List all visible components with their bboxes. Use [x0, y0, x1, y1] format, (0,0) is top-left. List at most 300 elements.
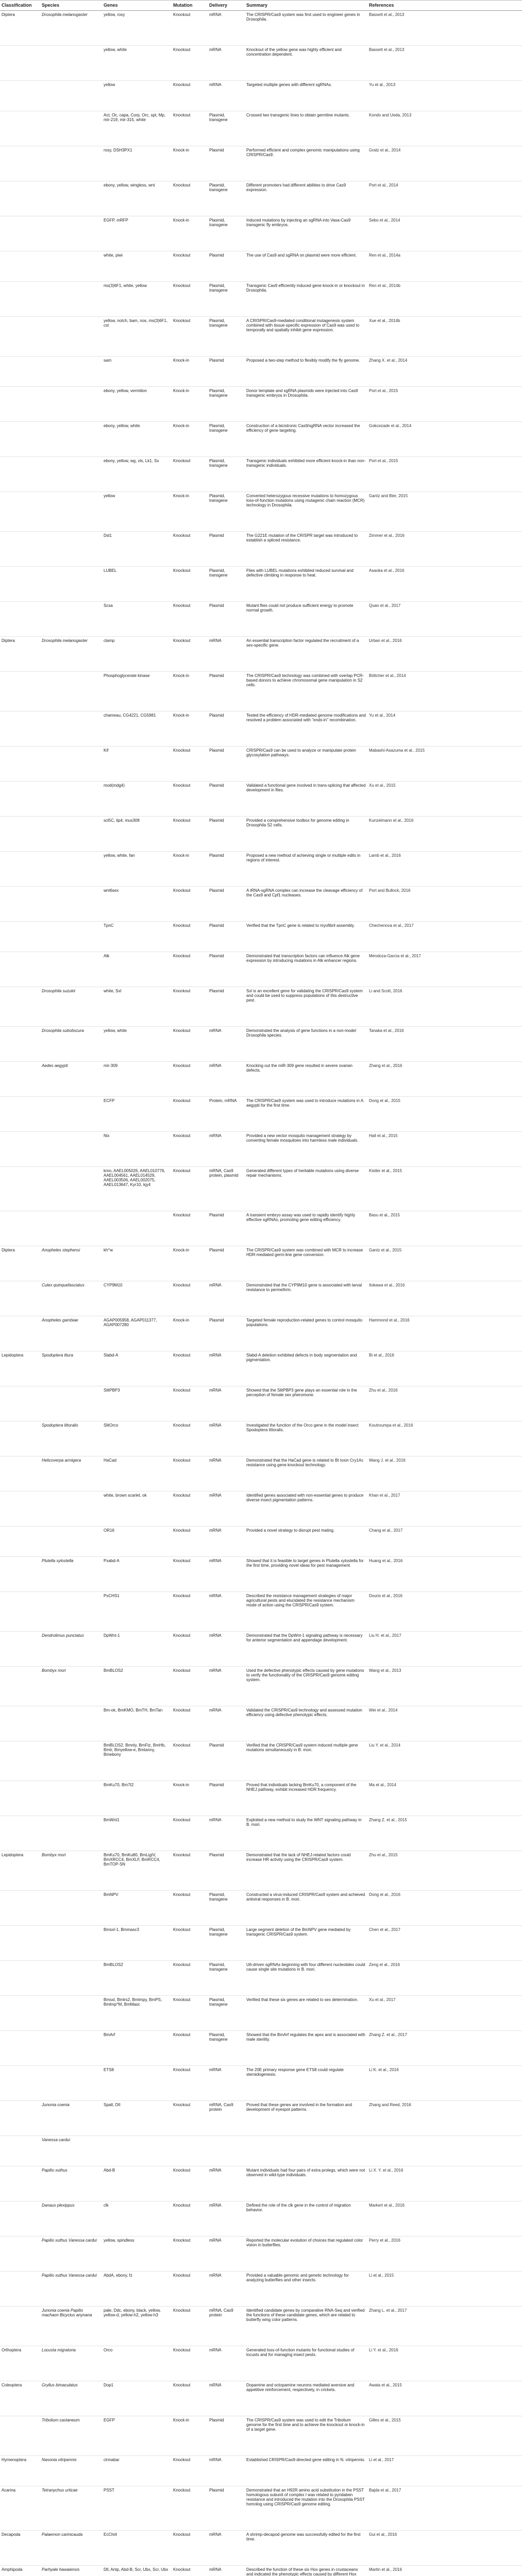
- header-species: Species: [40, 1, 102, 11]
- cell-species: [40, 282, 102, 317]
- cell-genes: yellow: [102, 81, 172, 111]
- cell-delivery: mRNA: [208, 1492, 245, 1527]
- cell-classification: [0, 2136, 40, 2166]
- cell-classification: [0, 111, 40, 146]
- cell-species: [40, 2031, 102, 2066]
- cell-references: Quan et al., 2017: [367, 602, 522, 637]
- cell-species: [40, 1781, 102, 1816]
- cell-references: Khan et al., 2017: [367, 1492, 522, 1527]
- cell-mutation: Knockout: [172, 1961, 208, 1996]
- cell-classification: Lepidoptera: [0, 1351, 40, 1386]
- cell-classification: [0, 987, 40, 1027]
- table-row: [0, 1386, 522, 1421]
- cell-summary: Generated different types of heritable mutations using diverse repair mechanisms.: [245, 1167, 367, 1211]
- cell-delivery: mRNA: [208, 1421, 245, 1456]
- cell-references: Bassett et al., 2013: [367, 11, 522, 46]
- cell-summary: Showed that the SlitPBP3 gene plays an essential role in the perception of female sex pheromone.: [245, 1386, 367, 1421]
- table-row: [0, 1211, 522, 1246]
- cell-species: [40, 747, 102, 782]
- cell-classification: [0, 1527, 40, 1557]
- cell-classification: Lepidoptera: [0, 1851, 40, 1891]
- cell-mutation: Knockout: [172, 1132, 208, 1167]
- header-mutation: Mutation: [172, 1, 208, 11]
- cell-genes: [102, 2136, 172, 2166]
- cell-mutation: Knockout: [172, 1996, 208, 2031]
- table-row: [0, 2381, 522, 2416]
- cell-mutation: Knockout: [172, 1851, 208, 1891]
- cell-mutation: Knockout: [172, 1527, 208, 1557]
- cell-summary: Demonstrated the analysis of gene functions in a non-model Drosophila species.: [245, 1027, 367, 1062]
- table-row: [0, 317, 522, 357]
- cell-classification: [0, 457, 40, 492]
- cell-species: [40, 251, 102, 282]
- cell-summary: Demonstrated that the DpWnt-1 signaling pathway is necessary for anterior segmentation and appendage development.: [245, 1632, 367, 1667]
- cell-references: Xu et al., 2015: [367, 782, 522, 817]
- cell-species: [40, 422, 102, 457]
- cell-genes: DpWnt-1: [102, 1632, 172, 1667]
- cell-mutation: Knockout: [172, 251, 208, 282]
- cell-classification: [0, 1632, 40, 1667]
- cell-species: [40, 387, 102, 422]
- cell-summary: An essential transcription factor regulated the recruitment of a sex-specific gene.: [245, 637, 367, 672]
- cell-classification: [0, 1167, 40, 1211]
- cell-mutation: Knockout: [172, 111, 208, 146]
- cell-classification: [0, 181, 40, 216]
- cell-mutation: Knockout: [172, 2272, 208, 2307]
- cell-summary: Provided a new vector mosquito management strategy by converting female mosquitoes into harmless male individuals.: [245, 1132, 367, 1167]
- cell-mutation: Knockout: [172, 1557, 208, 1592]
- cell-mutation: Knockout: [172, 181, 208, 216]
- cell-references: Gratz et al., 2014: [367, 146, 522, 181]
- cell-summary: Showed that it is feasible to target genes in Plutella xylostella for the first time, providing novel ideas for pest management.: [245, 1557, 367, 1592]
- cell-classification: [0, 2101, 40, 2136]
- cell-summary: The CRISPR/Cas9 system was used to introduce mutations in A. aegypti for the first time.: [245, 1097, 367, 1132]
- table-row: [0, 922, 522, 952]
- cell-summary: Identified genes associated with non-essential genes to produce diverse insect pigmentation patterns.: [245, 1492, 367, 1527]
- cell-delivery: Plasmid, transgene: [208, 216, 245, 251]
- cell-mutation: Knock-in: [172, 492, 208, 532]
- cell-species: Helicoverpa armigera: [40, 1456, 102, 1492]
- cell-species: [40, 817, 102, 852]
- cell-summary: Crossed two transgenic lines to obtain germline mutants.: [245, 111, 367, 146]
- cell-delivery: Plasmid, transgene: [208, 181, 245, 216]
- cell-summary: Induced mutations by injecting an sgRNA into Vasa-Cas9 transgenic fly embryos.: [245, 216, 367, 251]
- header-genes: Genes: [102, 1, 172, 11]
- cell-species: [40, 1167, 102, 1211]
- cell-genes: cinnabar: [102, 2456, 172, 2486]
- cell-genes: Alk: [102, 952, 172, 987]
- cell-summary: A transient embryo assay was used to rapidly identify highly effective sgRNAs, promoting gene editing efficiency.: [245, 1211, 367, 1246]
- cell-species: [40, 317, 102, 357]
- cell-classification: Amphipoda: [0, 2566, 40, 2576]
- table-row: [0, 282, 522, 317]
- cell-delivery: Plasmid, transgene: [208, 422, 245, 457]
- cell-genes: kmo, AAEL005026, AAEL010776, AAEL004561, AAEL014529, AAEL003506, AAEL002075, AAEL013647, Kyr10, kjy4: [102, 1167, 172, 1211]
- cell-genes: ebony, yellow, vermilion: [102, 387, 172, 422]
- cell-summary: Different promoters had different abilities to drive Cas9 expression.: [245, 181, 367, 216]
- cell-references: Xue et al., 2014b: [367, 317, 522, 357]
- cell-references: Li et al., 2017: [367, 2456, 522, 2486]
- table-row: [0, 1246, 522, 1281]
- table-row: [0, 216, 522, 251]
- cell-summary: Identified candidate genes by comparative RNA-Seq and verified the functions of these candidate genes, which are related to butterfly wing color patterns.: [245, 2307, 367, 2346]
- table-row: [0, 2166, 522, 2201]
- cell-classification: Hymenoptera: [0, 2456, 40, 2486]
- cell-delivery: Plasmid: [208, 922, 245, 952]
- cell-species: Papilio xuthus Vanessa cardui: [40, 2272, 102, 2307]
- table-row: [0, 1527, 522, 1557]
- table-row: [0, 146, 522, 181]
- cell-classification: [0, 1781, 40, 1816]
- cell-references: Wei et al., 2014: [367, 1706, 522, 1741]
- cell-species: Drosophila suzukii: [40, 987, 102, 1027]
- cell-genes: SlitOrco: [102, 1421, 172, 1456]
- cell-species: [40, 922, 102, 952]
- cell-genes: yellow: [102, 492, 172, 532]
- cell-delivery: mRNA: [208, 1632, 245, 1667]
- cell-delivery: mRNA: [208, 1706, 245, 1741]
- cell-summary: The CRISPR/Cas9 system was used to edit the Tribolium genome for the first time and to achieve the knockout or knock-in of a target gene.: [245, 2416, 367, 2456]
- cell-classification: [0, 1421, 40, 1456]
- cell-species: Anopheles stephensi: [40, 1246, 102, 1281]
- cell-species: [40, 1492, 102, 1527]
- cell-delivery: mRNA: [208, 1527, 245, 1557]
- cell-summary: Verified that these six genes are related to sex determination.: [245, 1996, 367, 2031]
- table-row: [0, 387, 522, 422]
- cell-summary: Mutant flies could not produce sufficient energy to promote normal growth.: [245, 602, 367, 637]
- cell-species: Papilio xuthus Vanessa cardui: [40, 2236, 102, 2272]
- cell-references: Böttcher et al., 2014: [367, 672, 522, 711]
- cell-species: Bombyx mori: [40, 1851, 102, 1891]
- table-row: [0, 637, 522, 672]
- cell-delivery: mRNA: [208, 2272, 245, 2307]
- cell-genes: rosy, DSH3PX1: [102, 146, 172, 181]
- cell-references: Douris et al., 2016: [367, 1592, 522, 1632]
- cell-summary: Converted heterozygous recessive mutations to homozygous loss-of-function mutations using mutagenic chain reaction (MCR) technology in Drosophila.: [245, 492, 367, 532]
- cell-mutation: Knockout: [172, 282, 208, 317]
- cell-mutation: Knockout: [172, 987, 208, 1027]
- cell-classification: [0, 2066, 40, 2101]
- cell-classification: [0, 46, 40, 81]
- cell-mutation: Knockout: [172, 1421, 208, 1456]
- cell-summary: U6-driven sgRNAs beginning with four different nucleotides could cause single site mutations in B. mori.: [245, 1961, 367, 1996]
- cell-mutation: Knockout: [172, 2486, 208, 2531]
- cell-summary: Slabd-A deletion exhibited defects in body segmentation and pigmentation.: [245, 1351, 367, 1386]
- cell-classification: [0, 2166, 40, 2201]
- table-row: [0, 1351, 522, 1386]
- cell-delivery: Plasmid: [208, 602, 245, 637]
- cell-summary: Validated the CRISPR/Cas9 technology and assessed mutation efficiency using defective phenotypic effects.: [245, 1706, 367, 1741]
- table-row: [0, 1816, 522, 1851]
- table-row: [0, 81, 522, 111]
- cell-delivery: Plasmid: [208, 1851, 245, 1891]
- cell-references: Li X. Y. et al., 2016: [367, 2166, 522, 2201]
- cell-mutation: Knock-in: [172, 146, 208, 181]
- table-row: [0, 672, 522, 711]
- cell-mutation: Knock-in: [172, 1246, 208, 1281]
- cell-genes: Spalt, DII: [102, 2101, 172, 2136]
- cell-references: Tanaka et al., 2016: [367, 1027, 522, 1062]
- cell-classification: [0, 422, 40, 457]
- cell-delivery: mRNA: [208, 1557, 245, 1592]
- cell-species: Junonia coenia: [40, 2101, 102, 2136]
- cell-mutation: Knock-in: [172, 1781, 208, 1816]
- cell-mutation: Knockout: [172, 11, 208, 46]
- cell-mutation: Knockout: [172, 887, 208, 922]
- cell-summary: Construction of a bicistronic Cas9/sgRNA vector increased the efficiency of gene targeting.: [245, 422, 367, 457]
- table-row: [0, 952, 522, 987]
- cell-summary: Demonstrated that an H92R amino acid substitution in the PSST homologous subunit of complex I was related to pyridaben resistance and introduced the mutation into the Drosophila PSST homolog using CRISPR/Cas9 genome editing.: [245, 2486, 367, 2531]
- cell-species: Parhyale hawaiensis: [40, 2566, 102, 2576]
- table-row: [0, 2031, 522, 2066]
- cell-classification: Orthoptera: [0, 2346, 40, 2381]
- table-row: [0, 11, 522, 46]
- cell-genes: OR16: [102, 1527, 172, 1557]
- cell-genes: BmWnt1: [102, 1816, 172, 1851]
- table-row: [0, 1632, 522, 1667]
- cell-species: [40, 1816, 102, 1851]
- cell-references: Zhang Z. et al., 2017: [367, 2031, 522, 2066]
- cell-delivery: Plasmid: [208, 1246, 245, 1281]
- cell-summary: Knocking out the miR-309 gene resulted in severe ovarian defects.: [245, 1062, 367, 1097]
- cell-summary: Demonstrated that the CYP9M10 gene is associated with larval resistance to permethrin.: [245, 1281, 367, 1316]
- cell-species: Gryllus bimaculatus: [40, 2381, 102, 2416]
- cell-summary: The use of Cas9 and sgRNA on plasmid were more efficient.: [245, 251, 367, 282]
- cell-genes: Kif: [102, 747, 172, 782]
- table-row: [0, 1667, 522, 1706]
- cell-classification: [0, 567, 40, 602]
- cell-classification: [0, 357, 40, 387]
- cell-species: [40, 1527, 102, 1557]
- cell-references: Li Y. et al., 2016: [367, 2346, 522, 2381]
- cell-genes: BmArf: [102, 2031, 172, 2066]
- cell-species: [40, 1706, 102, 1741]
- table-row: [0, 1781, 522, 1816]
- cell-genes: yellow, rosy: [102, 11, 172, 46]
- cell-classification: [0, 887, 40, 922]
- cell-classification: [0, 81, 40, 111]
- cell-references: Xu et al., 2017: [367, 1996, 522, 2031]
- cell-delivery: Plasmid, transgene: [208, 567, 245, 602]
- cell-species: Bombyx mori: [40, 1667, 102, 1706]
- cell-genes: Bm-ok, BmKMO, BmTH, BmTan: [102, 1706, 172, 1741]
- cell-genes: Abd-B: [102, 2166, 172, 2201]
- cell-references: Gantz et al., 2015: [367, 1246, 522, 1281]
- cell-references: Port et al., 2015: [367, 457, 522, 492]
- cell-references: Zimmer et al., 2016: [367, 532, 522, 567]
- table-row: [0, 1456, 522, 1492]
- cell-genes: BmKu70, BmKu80, BmLigIV, BmXRCC4, BmXLF, BmRCC4, BmTOP-SN: [102, 1851, 172, 1891]
- cell-references: Mendoza-Garcia et al., 2017: [367, 952, 522, 987]
- cell-delivery: Plasmid, transgene: [208, 282, 245, 317]
- cell-delivery: Plasmid, transgene: [208, 492, 245, 532]
- cell-classification: [0, 747, 40, 782]
- table-row: [0, 1281, 522, 1316]
- cell-genes: ebony, yellow, wg, vls, Lk1, Sx: [102, 457, 172, 492]
- cell-classification: [0, 387, 40, 422]
- cell-references: Awata et al., 2015: [367, 2381, 522, 2416]
- cell-references: Zhang et al., 2016: [367, 1062, 522, 1097]
- table-row: [0, 2272, 522, 2307]
- cell-references: Yu et al., 2013: [367, 81, 522, 111]
- cell-mutation: Knockout: [172, 2031, 208, 2066]
- table-row: [0, 251, 522, 282]
- cell-references: Dong et al., 2015: [367, 1097, 522, 1132]
- cell-mutation: Knockout: [172, 817, 208, 852]
- table-row: [0, 2486, 522, 2531]
- cell-delivery: mRNA: [208, 1386, 245, 1421]
- cell-species: Spodoptera litura: [40, 1351, 102, 1386]
- cell-genes: EGFP, mRFP: [102, 216, 172, 251]
- cell-references: Li K. et al., 2016: [367, 2066, 522, 2101]
- cell-classification: [0, 1211, 40, 1246]
- cell-delivery: Plasmid: [208, 987, 245, 1027]
- cell-species: [40, 852, 102, 887]
- cell-classification: Acarina: [0, 2486, 40, 2531]
- cell-delivery: Plasmid: [208, 2486, 245, 2531]
- cell-genes: Bmsxl, Bmlrs2, Bmlmpy, BmPS, Bmlmp^M, BmMasc: [102, 1996, 172, 2031]
- cell-species: [40, 1211, 102, 1246]
- cell-delivery: Plasmid: [208, 711, 245, 747]
- cell-delivery: mRNA: [208, 11, 245, 46]
- table-row: [0, 1557, 522, 1592]
- cell-classification: [0, 1386, 40, 1421]
- table-row: [0, 1961, 522, 1996]
- cell-classification: [0, 1996, 40, 2031]
- cell-summary: Demonstrated that transcription factors can influence Alk gene expression by introducing mutations in Alk enhancer regions.: [245, 952, 367, 987]
- cell-species: [40, 216, 102, 251]
- cell-summary: Provided a comprehensive toolbox for genome editing in Drosophila S2 cells.: [245, 817, 367, 852]
- cell-delivery: mRNA: [208, 1062, 245, 1097]
- cell-species: [40, 782, 102, 817]
- cell-classification: [0, 1816, 40, 1851]
- cell-mutation: Knockout: [172, 1097, 208, 1132]
- cell-references: Huang et al., 2016: [367, 1557, 522, 1592]
- cell-delivery: Plasmid, transgene: [208, 1996, 245, 2031]
- cell-summary: Transgenic individuals exhibited more efficient knock-in than non-transgenic individuals.: [245, 457, 367, 492]
- cell-genes: EcChi4: [102, 2531, 172, 2566]
- cell-mutation: Knockout: [172, 2201, 208, 2236]
- cell-species: [40, 532, 102, 567]
- cell-mutation: Knockout: [172, 46, 208, 81]
- cell-mutation: Knock-in: [172, 387, 208, 422]
- cell-references: Hall et al., 2015: [367, 1132, 522, 1167]
- cell-summary: Dopamine and octopamine neurons mediated aversive and appetitive reinforcement, respectively, in crickets.: [245, 2381, 367, 2416]
- cell-mutation: Knockout: [172, 2166, 208, 2201]
- cell-genes: Act, Oc, capa, Corp, Orc, spt, Mp, mir-219, mir-315, white: [102, 111, 172, 146]
- cell-mutation: Knockout: [172, 2066, 208, 2101]
- cell-classification: [0, 1557, 40, 1592]
- cell-references: Dong et al., 2016: [367, 1891, 522, 1926]
- table-row: [0, 1492, 522, 1527]
- cell-references: Yu et al., 2014: [367, 711, 522, 747]
- cell-species: [40, 146, 102, 181]
- cell-mutation: Knockout: [172, 2307, 208, 2346]
- cell-summary: Constructed a virus-induced CRISPR/Cas9 system and achieved antiviral responses in B. mori.: [245, 1891, 367, 1926]
- cell-classification: [0, 282, 40, 317]
- cell-genes: PSST: [102, 2486, 172, 2531]
- cell-summary: Defined the role of the clk gene in the control of migration behavior.: [245, 2201, 367, 2236]
- cell-mutation: Knockout: [172, 2101, 208, 2136]
- cell-genes: ebony, yellow, wingless, wnt: [102, 181, 172, 216]
- cell-summary: [245, 2136, 367, 2166]
- cell-summary: Investigated the function of the Orco gene in the model insect Spodoptera littoralis.: [245, 1421, 367, 1456]
- cell-mutation: Knockout: [172, 602, 208, 637]
- cell-summary: Verified that the CRISPR/Cas9 system induced multiple gene mutations simultaneously in B. mori.: [245, 1741, 367, 1781]
- cell-references: Kunzelmann et al., 2016: [367, 817, 522, 852]
- cell-genes: Dop1: [102, 2381, 172, 2416]
- cell-summary: Described the resistance management strategies of major agricultural pests and elucidated the resistance mechanism mode of action using the CRISPR/Cas9 system.: [245, 1592, 367, 1632]
- cell-delivery: mRNA, Cas9 protein, plasmid: [208, 1167, 245, 1211]
- cell-genes: BmBLOS2: [102, 1961, 172, 1996]
- cell-classification: [0, 251, 40, 282]
- cell-genes: BmBLOS2: [102, 1667, 172, 1706]
- table-row: [0, 111, 522, 146]
- cell-delivery: mRNA: [208, 81, 245, 111]
- cell-mutation: Knockout: [172, 1211, 208, 1246]
- cell-references: Itokawa et al., 2016: [367, 1281, 522, 1316]
- cell-genes: yellow, white: [102, 1027, 172, 1062]
- cell-genes: PxCHS1: [102, 1592, 172, 1632]
- cell-genes: mod(mdg4): [102, 782, 172, 817]
- cell-mutation: [172, 2136, 208, 2166]
- cell-classification: [0, 2031, 40, 2066]
- cell-delivery: mRNA: [208, 46, 245, 81]
- cell-species: [40, 2066, 102, 2101]
- table-row: [0, 1592, 522, 1632]
- cell-mutation: Knockout: [172, 747, 208, 782]
- cell-species: Drosophila subobscura: [40, 1027, 102, 1062]
- table-row: [0, 46, 522, 81]
- cell-delivery: mRNA: [208, 2346, 245, 2381]
- cell-summary: Reported the molecular evolution of choices that regulated color vision in butterflies.: [245, 2236, 367, 2272]
- cell-delivery: mRNA: [208, 1816, 245, 1851]
- table-row: [0, 782, 522, 817]
- cell-classification: [0, 1667, 40, 1706]
- cell-mutation: Knock-in: [172, 2416, 208, 2456]
- cell-references: Ren et al., 2014a: [367, 251, 522, 282]
- cell-classification: [0, 2416, 40, 2456]
- cell-summary: Validated a functional gene involved in trans-splicing that affected development in flies.: [245, 782, 367, 817]
- cell-genes: Bmsxl-1, Bmmasc3: [102, 1926, 172, 1961]
- table-row: [0, 422, 522, 457]
- cell-species: Anopheles gambiae: [40, 1316, 102, 1351]
- cell-summary: Knockout of the yellow gene was highly efficient and concentration dependent.: [245, 46, 367, 81]
- cell-genes: pale, Ddc, ebony, black, yellow, yellow-d, yellow-h2, yellow-h3: [102, 2307, 172, 2346]
- cell-mutation: Knockout: [172, 637, 208, 672]
- cell-delivery: Plasmid, transgene: [208, 2031, 245, 2066]
- cell-references: [367, 2136, 522, 2166]
- cell-classification: [0, 672, 40, 711]
- table-row: [0, 2566, 522, 2576]
- cell-species: [40, 1891, 102, 1926]
- cell-references: Li et al., 2015: [367, 2272, 522, 2307]
- cell-mutation: Knock-in: [172, 1316, 208, 1351]
- cell-references: Bi et al., 2016: [367, 1351, 522, 1386]
- cell-delivery: Plasmid, transgene: [208, 387, 245, 422]
- cell-delivery: mRNA: [208, 2066, 245, 2101]
- cell-species: [40, 1961, 102, 1996]
- cell-delivery: Plasmid, transgene: [208, 1891, 245, 1926]
- cell-classification: [0, 2272, 40, 2307]
- cell-summary: Established CRISPR/Cas9-directed gene editing in N. vitripennis.: [245, 2456, 367, 2486]
- cell-mutation: Knockout: [172, 567, 208, 602]
- cell-references: Chang et al., 2017: [367, 1527, 522, 1557]
- table-row: [0, 2201, 522, 2236]
- table-row: [0, 1851, 522, 1891]
- cell-references: Gantz and Bier, 2015: [367, 492, 522, 532]
- cell-genes: ETS8: [102, 2066, 172, 2101]
